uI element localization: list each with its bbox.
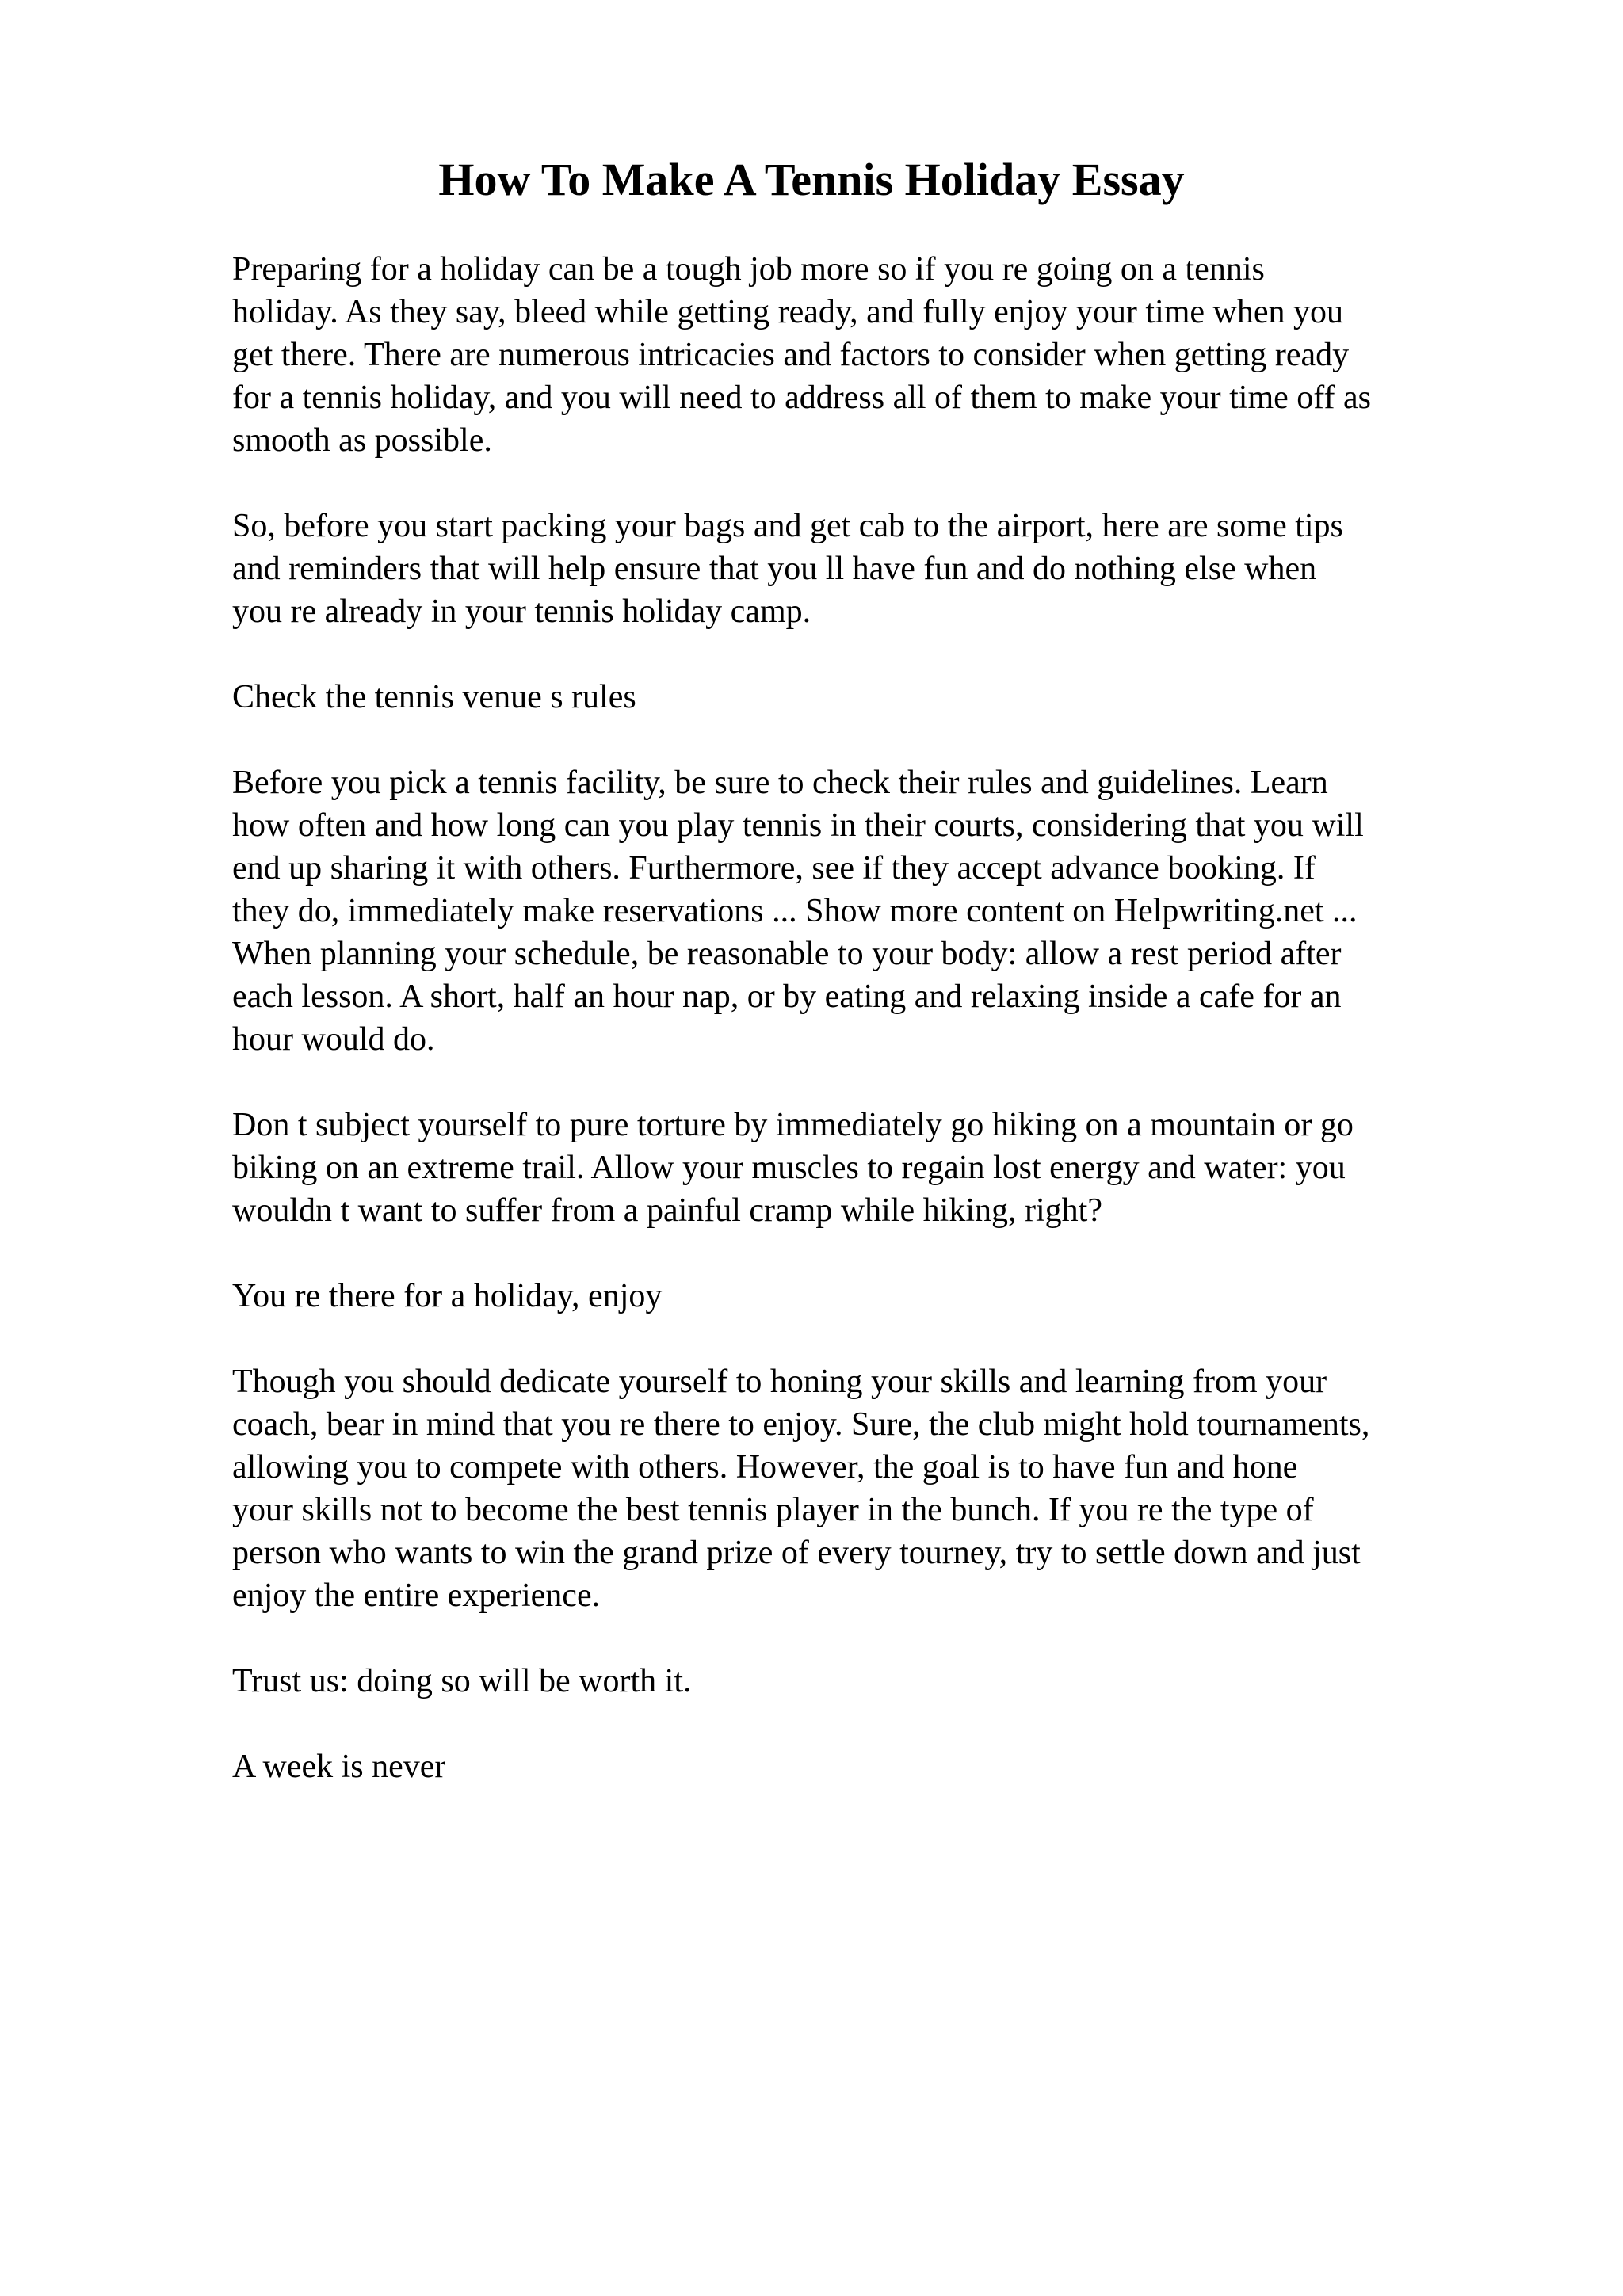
text-line: person who wants to win the grand prize of every tourney, try to settle down and just (232, 1535, 1361, 1571)
paragraph-trust-us: Trust us: doing so will be worth it. (232, 1663, 692, 1699)
text-line: for a tennis holiday, and you will need to address all of them to make your time off as (232, 379, 1371, 416)
text-line: you re already in your tennis holiday camp. (232, 593, 812, 630)
text-line: wouldn t want to suffer from a painful cramp while hiking, right? (232, 1192, 1102, 1229)
section-heading-enjoy: You re there for a holiday, enjoy (232, 1278, 663, 1314)
text-line: When planning your schedule, be reasonable to your body: allow a rest period after (232, 936, 1342, 972)
text-line: end up sharing it with others. Furthermore, see if they accept advance booking. If (232, 850, 1316, 887)
text-line: hour would do. (232, 1021, 435, 1058)
text-line: your skills not to become the best tennis player in the bunch. If you re the type of (232, 1492, 1314, 1528)
text-line: Though you should dedicate yourself to honing your skills and learning from your (232, 1363, 1327, 1400)
text-line: allowing you to compete with others. However, the goal is to have fun and hone (232, 1449, 1298, 1486)
text-line: how often and how long can you play tennis in their courts, considering that you will (232, 807, 1364, 844)
text-line: smooth as possible. (232, 422, 492, 459)
section-heading-venue-rules: Check the tennis venue s rules (232, 679, 636, 715)
paragraph-week: A week is never (232, 1749, 446, 1785)
text-line: enjoy the entire experience. (232, 1577, 601, 1614)
text-line: get there. There are numerous intricacies and factors to consider when getting ready (232, 337, 1350, 373)
text-line: So, before you start packing your bags and get cab to the airport, here are some tips (232, 508, 1343, 544)
text-line: they do, immediately make reservations ... Show more content on Helpwriting.net ... (232, 893, 1358, 929)
text-line: holiday. As they say, bleed while getting ready, and fully enjoy your time when you (232, 294, 1344, 330)
text-line: Preparing for a holiday can be a tough job more so if you re going on a tennis (232, 251, 1265, 288)
document-title: How To Make A Tennis Holiday Essay (438, 154, 1185, 205)
text-line: and reminders that will help ensure that you ll have fun and do nothing else when (232, 551, 1317, 587)
text-line: Before you pick a tennis facility, be sure to check their rules and guidelines. Learn (232, 765, 1328, 801)
text-line: Don t subject yourself to pure torture by immediately go hiking on a mountain or go (232, 1107, 1354, 1143)
text-line: biking on an extreme trail. Allow your muscles to regain lost energy and water: you (232, 1150, 1346, 1186)
text-line: coach, bear in mind that you re there to enjoy. Sure, the club might hold tournaments, (232, 1406, 1370, 1443)
text-line: each lesson. A short, half an hour nap, or by eating and relaxing inside a cafe for an (232, 978, 1342, 1015)
